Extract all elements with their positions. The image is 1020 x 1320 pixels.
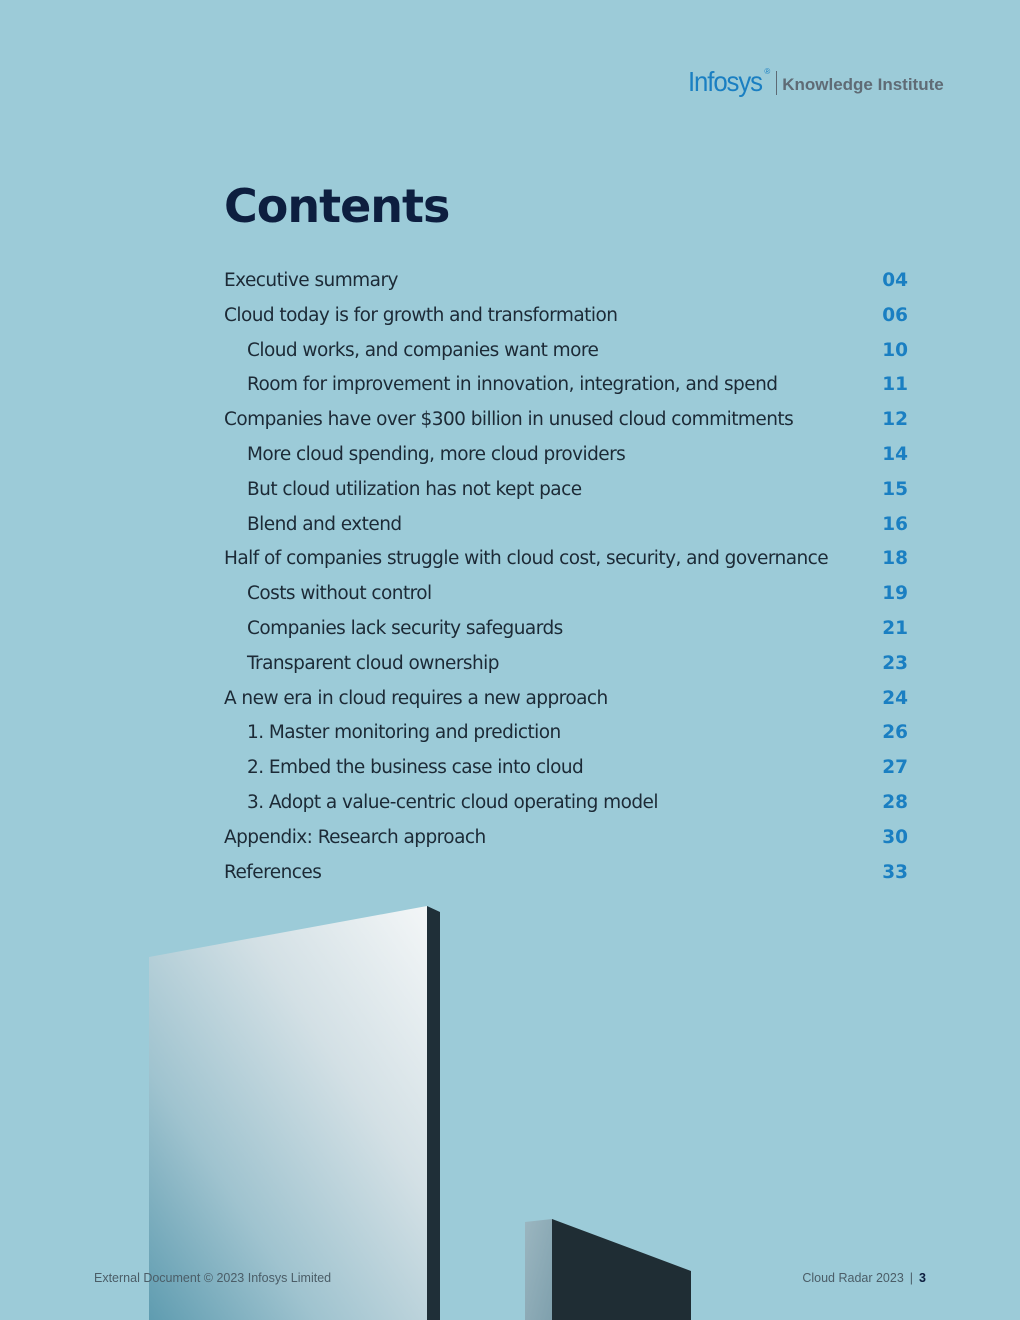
footer-page-number: 3 [919,1271,926,1285]
infosys-knowledge-institute-logo [688,64,944,96]
toc-entry-page-number[interactable]: 06 [882,304,908,326]
toc-entry-label[interactable]: Cloud works, and companies want more [247,339,599,361]
toc-entry-page-number[interactable]: 12 [882,409,908,431]
toc-entry-page-number[interactable]: 14 [882,443,908,465]
toc-entry-label[interactable]: Room for improvement in innovation, integration, and spend [247,374,778,396]
toc-entry[interactable] [224,858,912,893]
logo-registered-mark: ® [764,67,771,76]
toc-entry[interactable] [224,718,912,753]
toc-entry-label[interactable]: Costs without control [247,583,432,605]
toc-entry-label[interactable]: More cloud spending, more cloud providers [247,443,626,465]
toc-entry[interactable] [224,440,912,475]
toc-entry-page-number[interactable]: 19 [882,583,908,605]
toc-entry-label[interactable]: 1. Master monitoring and prediction [247,722,561,744]
toc-entry[interactable] [224,544,912,579]
toc-entry-page-number[interactable]: 15 [882,478,908,500]
toc-entry-page-number[interactable]: 23 [882,652,908,674]
toc-entry-page-number[interactable]: 11 [882,374,908,396]
toc-entry[interactable] [224,614,912,649]
toc-entry[interactable] [224,301,912,336]
toc-entry-page-number[interactable]: 10 [882,339,908,361]
toc-entry[interactable] [224,266,912,301]
short-slab-front [525,1219,552,1320]
toc-entry-label[interactable]: Transparent cloud ownership [247,652,499,674]
toc-entry-page-number[interactable]: 24 [882,687,908,709]
toc-entry-label[interactable]: Executive summary [224,270,398,291]
logo-divider [776,71,777,95]
footer-doc-name: Cloud Radar 2023 [802,1271,904,1285]
page-title: Contents [224,179,450,233]
toc-entry-label[interactable]: Companies have over $300 billion in unused cloud commitments [224,409,794,431]
toc-entry-page-number[interactable]: 04 [882,270,908,291]
toc-entry[interactable] [224,510,912,545]
toc-entry[interactable] [224,579,912,614]
logo-brand-text: Infosys [688,66,762,97]
toc-entry-label[interactable]: References [224,861,322,883]
toc-entry-label[interactable]: Companies lack security safeguards [247,617,563,639]
toc-entry[interactable] [224,753,912,788]
footer-page-info [802,1271,926,1285]
toc-entry-page-number[interactable]: 26 [882,722,908,744]
toc-entry-label[interactable]: Cloud today is for growth and transformation [224,304,618,326]
toc-entry-label[interactable]: 2. Embed the business case into cloud [247,757,584,779]
tall-slab-edge [427,906,440,1320]
toc-entry-label[interactable]: But cloud utilization has not kept pace [247,478,582,500]
toc-entry[interactable] [224,788,912,823]
toc-entry-label[interactable]: 3. Adopt a value-centric cloud operating model [247,791,658,813]
logo-unit-text: Knowledge Institute [782,75,944,94]
toc-entry-page-number[interactable]: 21 [882,617,908,639]
toc-entry[interactable] [224,823,912,858]
toc-entry[interactable] [224,405,912,440]
toc-entry[interactable] [224,475,912,510]
toc-entry-label[interactable]: Half of companies struggle with cloud cost, security, and governance [224,548,829,570]
toc-entry-page-number[interactable]: 18 [882,548,908,570]
toc-entry-label[interactable]: A new era in cloud requires a new approach [224,687,608,709]
footer-copyright: External Document © 2023 Infosys Limited [94,1271,332,1285]
toc-entry-label[interactable]: Blend and extend [247,513,402,535]
table-of-contents [224,266,912,892]
toc-entry-page-number[interactable]: 27 [882,757,908,779]
toc-entry[interactable] [224,370,912,405]
toc-entry[interactable] [224,649,912,684]
toc-entry-page-number[interactable]: 30 [882,826,908,848]
toc-entry[interactable] [224,684,912,719]
toc-entry-page-number[interactable]: 16 [882,513,908,535]
toc-entry-page-number[interactable]: 33 [882,861,908,883]
short-slab-side [552,1219,691,1320]
footer-separator: | [909,1271,914,1285]
toc-entry[interactable] [224,336,912,371]
toc-entry-label[interactable]: Appendix: Research approach [224,826,486,848]
toc-entry-page-number[interactable]: 28 [882,791,908,813]
tall-slab-face [149,906,427,1320]
